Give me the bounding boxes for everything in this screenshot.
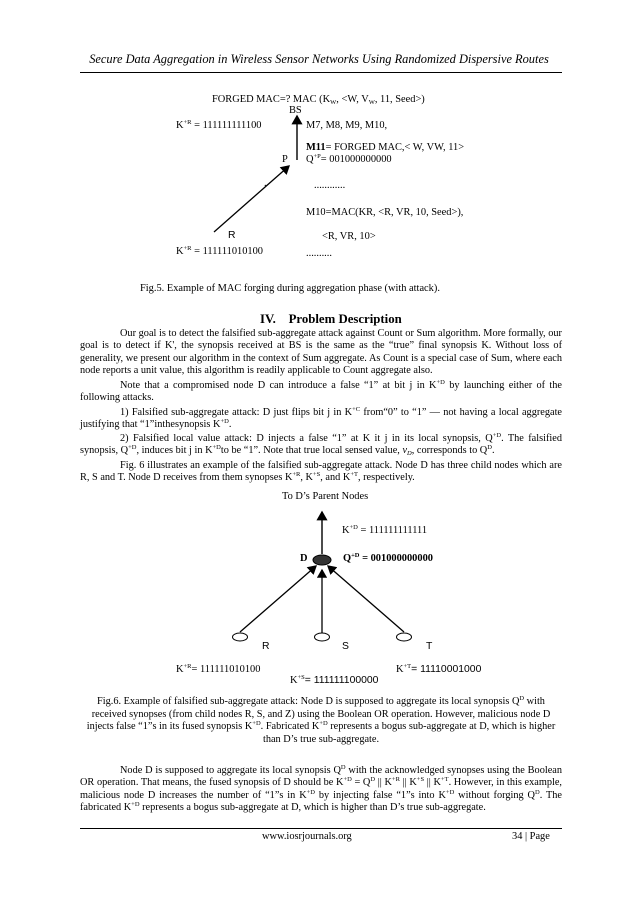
fig6-node-d	[313, 555, 331, 565]
fig5-forged-mac: FORGED MAC=? MAC ($K_W$, <W, $V_W$, 11, Seed>)	[212, 94, 425, 106]
fig5-dot: .	[264, 178, 267, 189]
fig6-qd: $Q^{+D} = 001000000000$	[343, 552, 433, 564]
fig6-s-label: S	[342, 641, 349, 652]
fig6-node-s	[315, 633, 330, 641]
fig6-kr: $K^{+R}= 111111010100$	[176, 663, 261, 675]
fig5-m-list: M7, M8, M9, M10,	[306, 120, 388, 131]
paragraph-compromised: Note that a compromised node D can introduce a false “1” at bit j in $K^{+D}$ by launching either of the following attacks.	[80, 379, 563, 404]
fig6-kt: $K^{+T}= 11110001000$	[396, 663, 482, 675]
fig5-rvr: <R, VR, 10>	[322, 231, 376, 242]
fig5-p-label: P	[282, 154, 288, 165]
fig5-r-label: R	[228, 230, 236, 241]
fig6-parent-label: To D’s Parent Nodes	[282, 491, 369, 502]
fig6-node-r	[233, 633, 248, 641]
fig5-bs-label: BS	[289, 105, 302, 116]
fig5-dots: ............	[314, 180, 346, 191]
fig5-dots2: ..........	[306, 248, 332, 259]
paragraph-fig6-intro: Fig. 6 illustrates an example of the falsified sub-aggregate attack. Node D has three child nodes which are R, S and T. Node D receives from them synopses $K^{+R}$, $K^{+S}$, and $K^{+T}$, respectively.	[80, 460, 562, 484]
running-header: Secure Data Aggregation in Wireless Sensor Networks Using Randomized Dispersive Routes	[89, 52, 549, 66]
footer-page-number: 34 | Page	[512, 831, 550, 842]
fig5-m10: M10=MAC(KR, <R, VR, 10, Seed>),	[306, 207, 464, 218]
fig5-kr-bottom: $K^{+R} = 111111010100$	[176, 245, 264, 257]
paragraph-attack-1: 1) Falsified sub-aggregate attack: D just flips bit j in $K^{+C}$ from“0” to “1” — not having a local aggregate justifying that “1”inthesynopsis $K^{+D}$.	[80, 406, 562, 431]
fig5-m11: M11= FORGED MAC,< W, VW, 11>	[306, 142, 465, 153]
fig5-arrows	[0, 0, 638, 280]
fig5-kr-top: $K^{+R} = 111111111100$	[176, 119, 262, 131]
fig6-tree	[0, 480, 638, 680]
fig6-node-t	[397, 633, 412, 641]
fig6-caption: Fig.6. Example of falsified sub-aggregate attack: Node D is supposed to aggregate its local synopsis $Q^D$ with received synopses (from child nodes R, S, and Z) using the Boolean OR operation. However, malicious node D injects false “1”s in its fused synopsis $K^{+D}$. Fabricated $K^{+D}$ represents a bogus sub-aggregate at D, which is higher than D’s true sub-aggregate.	[86, 695, 556, 745]
fig6-kd: $K^{+D} = 111111111111$	[342, 524, 428, 536]
fig6-ks: $K^{+S}= 111111100000$	[290, 674, 379, 686]
paragraph-goal: Our goal is to detect the falsified sub-aggregate attack against Count or Sum algorithm. More formally, our goal is to detect if K', the synopsis received at BS is the same as the “true” final synopsis K. Without loss of generality, we present our algorithm in the context of Sum aggregate. As Count is a special case of Sum, where each node reports a unit value, this algorithm is readily applicable to Count aggregate also.	[80, 328, 562, 377]
fig6-t-label: T	[426, 641, 433, 652]
fig6-d-label: D	[300, 553, 308, 564]
paragraph-attack-2: 2) Falsified local value attack: D injects a false “1” at K it j in its local synopsis, $Q^{+D}$. The falsified synopsis, $Q^{+D}$, induces bit j in $K^{+D}to$ be “1”. Note that true local sensed value, $v_D$, corresponds to $Q^D$.	[80, 432, 562, 458]
footer-url[interactable]: www.iosrjournals.org	[262, 831, 352, 842]
fig5-arrow-r-to-p	[214, 166, 289, 232]
paragraph-final: Node D is supposed to aggregate its local synopsis $Q^D$ with the acknowledged synopses using the Boolean OR operation. That means, the fused synopsis of D should be $K^{+D} = Q^D$ || $K^{+R}$ || $K^{+S}$ || $K^{+T}$. However, in this example, malicious node D increases the number of “1”s in $K^{+D}$ by injecting false “1”s into $K^{+D}$ without forging $Q^D$. The fabricated $K^{+D}$ represents a bogus sub-aggregate at D, which is higher than D’s true sub-aggregate.	[80, 764, 562, 814]
fig6-edge-r-d	[240, 566, 316, 632]
footer-rule	[80, 828, 562, 829]
fig6-edge-t-d	[328, 566, 404, 632]
fig5-qp: $Q^{+P}= 001000000000$	[306, 153, 392, 165]
fig5-caption: Fig.5. Example of MAC forging during aggregation phase (with attack).	[140, 283, 440, 294]
fig6-r-label: R	[262, 641, 270, 652]
section-heading: IV. Problem Description	[260, 312, 402, 326]
